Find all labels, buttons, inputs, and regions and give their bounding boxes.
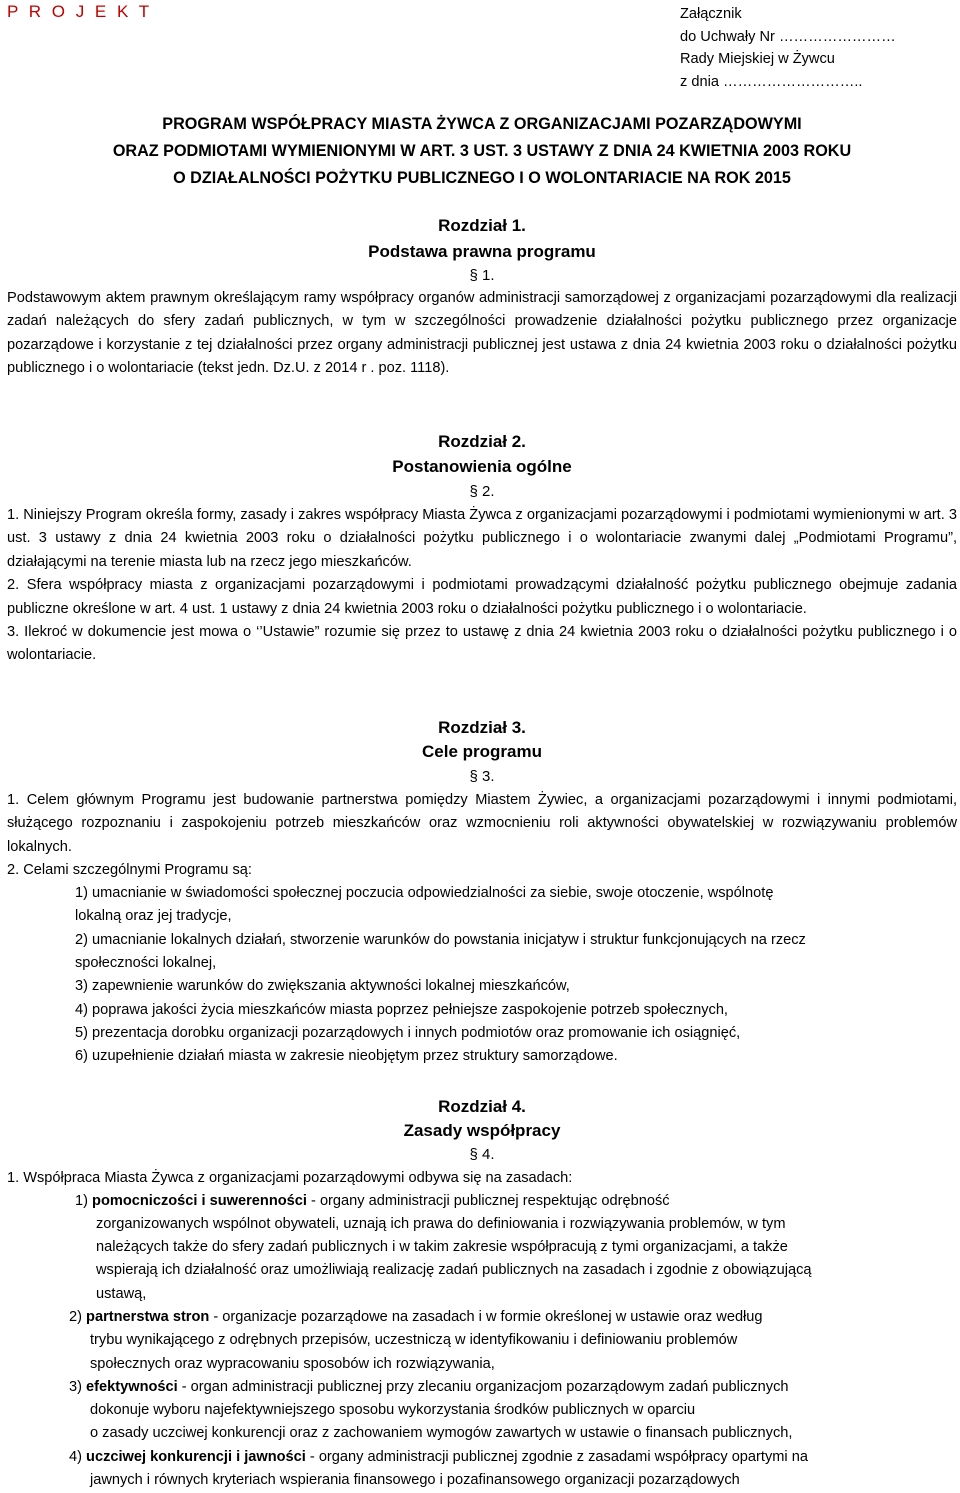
title-line: ORAZ PODMIOTAMI WYMIENIONYMI W ART. 3 UST. 3 USTAWY Z DNIA 24 KWIETNIA 2003 ROKU xyxy=(112,141,852,160)
item-number: 1) xyxy=(75,1193,88,1209)
projekt-label: P R O J E K T xyxy=(7,2,153,21)
goal-item: 2) umacnianie lokalnych działań, stworzenie warunków do powstania inicjatyw i struktur funkcjonujących na rzecz xyxy=(75,932,806,948)
paragraph-text: Podstawowym aktem prawnym określającym ramy współpracy organów administracji samorządowej z organizacjami pozarządowymi dla realizacji zadań należących do sfery zadań publicznych, w tym w szczególności prowadzenie działalności pożytku publicznego przez organizacje pozarządowe i korzystanie z tej działalności przez organy administracji publicznej jest ustawa z dnia 24 kwietnia 2003 roku o działalności pożytku publicznego i o wolontariacie (tekst jedn. Dz.U. z 2014 r . poz. 1118). xyxy=(7,290,957,377)
goal-item: 3) zapewnienie warunków do zwiększania aktywności lokalnej mieszkańców, xyxy=(75,978,570,994)
chapter-2-name: Postanowienia ogólne xyxy=(392,457,572,476)
paragraph-4-mark: § 4. xyxy=(469,1146,495,1163)
principle-name: uczciwej konkurencji i jawności xyxy=(86,1449,306,1465)
principle-line: społecznych oraz wypracowaniu sposobów ich rozwiązywania, xyxy=(90,1356,495,1372)
title-line: PROGRAM WSPÓŁPRACY MIASTA ŻYWCA Z ORGANIZACJAMI POZARZĄDOWYMI xyxy=(162,115,802,133)
attachment-line: Rady Miejskiej w Żywcu xyxy=(680,51,835,68)
principle-line: wspierają ich działalność oraz umożliwiają realizację zadań publicznych na zasadach i zgodnie z obowiązującą xyxy=(96,1262,812,1278)
paragraph-text: 2. Sfera współpracy miasta z organizacjami pozarządowymi i podmiotami prowadzącymi działalność pożytku publicznego obejmuje zadania publiczne określone w art. 4 ust. 1 ustawy z dnia 24 kwietnia 2003 roku o działalności pożytku publicznego i o wolontariacie. xyxy=(7,577,957,617)
attachment-note xyxy=(680,3,896,93)
goal-item: 1) umacnianie w świadomości społecznej poczucia odpowiedzialności za siebie, swoje otoczenie, wspólnotę xyxy=(75,885,774,901)
principle-name: partnerstwa stron xyxy=(86,1309,210,1325)
paragraph-2-mark: § 2. xyxy=(469,483,495,500)
principle-line: należących także do sfery zadań publicznych i w takim zakresie współpracują z tymi organizacjami, a także xyxy=(96,1239,788,1255)
chapter-2-heading: Rozdział 2. xyxy=(438,432,526,451)
principle-item-3 xyxy=(69,1376,789,1399)
paragraph-text: 2. Celami szczególnymi Programu są: xyxy=(7,862,252,879)
item-number: 2) xyxy=(69,1309,82,1325)
chapter-1-heading: Rozdział 1. xyxy=(438,216,526,235)
chapter-3-name: Cele programu xyxy=(422,742,542,761)
attachment-line: do Uchwały Nr …………………… xyxy=(680,28,896,45)
paragraph-text: 1. Niniejszy Program określa formy, zasady i zakres współpracy Miasta Żywca z organizacjami pozarządowymi i podmiotami wymienionymi w art. 3 ust. 3 ustawy z dnia 24 kwietnia 2003 roku o działalności pożytku publicznego i o wolontariacie zwanymi dalej „Podmiotami Programu”, działającymi na terenie miasta lub na rzecz jego mieszkańców. xyxy=(7,507,957,570)
chapter-2-text xyxy=(7,504,957,668)
attachment-line: Załącznik xyxy=(680,6,742,22)
principle-text: - organizacje pozarządowe na zasadach i w formie określonej w ustawie oraz według xyxy=(209,1309,763,1325)
principle-line: o zasady uczciwej konkurencji oraz z zachowaniem wymogów zawartych w ustawie o finansach publicznych, xyxy=(90,1425,793,1441)
chapter-1-name: Podstawa prawna programu xyxy=(368,242,596,261)
principle-text: - organy administracji publicznej respektując odrębność xyxy=(306,1193,670,1209)
principle-line: ustawą, xyxy=(96,1286,147,1302)
goal-item-cont: społeczności lokalnej, xyxy=(75,955,217,971)
principle-line: dokonuje wyboru najefektywniejszego sposobu wykorzystania środków publicznych w oparciu xyxy=(90,1402,696,1418)
principles-intro: 1. Współpraca Miasta Żywca z organizacjami pozarządowymi odbywa się na zasadach: xyxy=(7,1170,573,1186)
goal-item-cont: lokalną oraz jej tradycje, xyxy=(75,908,232,924)
paragraph-text: 1. Celem głównym Programu jest budowanie partnerstwa pomiędzy Miastem Żywiec, a organizacjami pozarządowymi i innymi podmiotami, służącego rozpoznaniu i zaspokojeniu potrzeb mieszkańców oraz wzmocnieniu roli aktywności obywatelskiej w rozwiązywaniu problemów lokalnych. xyxy=(7,792,957,855)
paragraph-text: 3. Ilekroć w dokumencie jest mowa o ‘’Ustawie” rozumie się przez to ustawę z dnia 24 kwietnia 2003 roku o działalności pożytku publicznego i o wolontariacie. xyxy=(7,624,957,664)
attachment-line: z dnia ……………………….. xyxy=(680,73,863,90)
principle-item-2 xyxy=(69,1306,763,1329)
title-line: O DZIAŁALNOŚCI POŻYTKU PUBLICZNEGO I O WOLONTARIACIE NA ROK 2015 xyxy=(173,168,791,187)
principle-line: jawnych i równych kryteriach wspierania finansowego i pozafinansowego organizacji pozarządowych xyxy=(90,1472,740,1488)
chapter-1-text xyxy=(7,287,957,381)
chapter-4-name: Zasady współpracy xyxy=(403,1121,561,1140)
chapter-3-heading: Rozdział 3. xyxy=(438,718,526,737)
principle-item-4 xyxy=(69,1446,808,1469)
item-number: 3) xyxy=(69,1379,82,1395)
goal-item: 6) uzupełnienie działań miasta w zakresie nieobjętym przez struktury samorządowe. xyxy=(75,1048,618,1064)
chapter-4-heading: Rozdział 4. xyxy=(438,1097,526,1116)
document-title xyxy=(7,111,957,191)
principle-line: zorganizowanych wspólnot obywateli, uznają ich prawa do definiowania i rozwiązywania problemów, w tym xyxy=(96,1216,786,1232)
chapter-3-text xyxy=(7,789,957,883)
principle-name: pomocniczości i suwerenności xyxy=(92,1193,307,1209)
principle-line: trybu wynikającego z odrębnych przepisów, uczestniczą w identyfikowaniu i definiowaniu problemów xyxy=(90,1332,738,1348)
item-number: 4) xyxy=(69,1449,82,1465)
principle-name: efektywności xyxy=(86,1379,178,1395)
principle-item-1 xyxy=(75,1190,670,1213)
paragraph-1-mark: § 1. xyxy=(469,267,495,284)
principle-text: - organ administracji publicznej przy zlecaniu organizacjom pozarządowym zadań publicznych xyxy=(177,1379,789,1395)
principle-text: - organy administracji publicznej zgodnie z zasadami współpracy opartymi na xyxy=(305,1449,808,1465)
paragraph-3-mark: § 3. xyxy=(469,768,495,785)
goal-item: 5) prezentacja dorobku organizacji pozarządowych i innych podmiotów oraz promowanie ich osiągnięć, xyxy=(75,1025,741,1041)
goal-item: 4) poprawa jakości życia mieszkańców miasta poprzez pełniejsze zaspokojenie potrzeb społecznych, xyxy=(75,1002,728,1018)
